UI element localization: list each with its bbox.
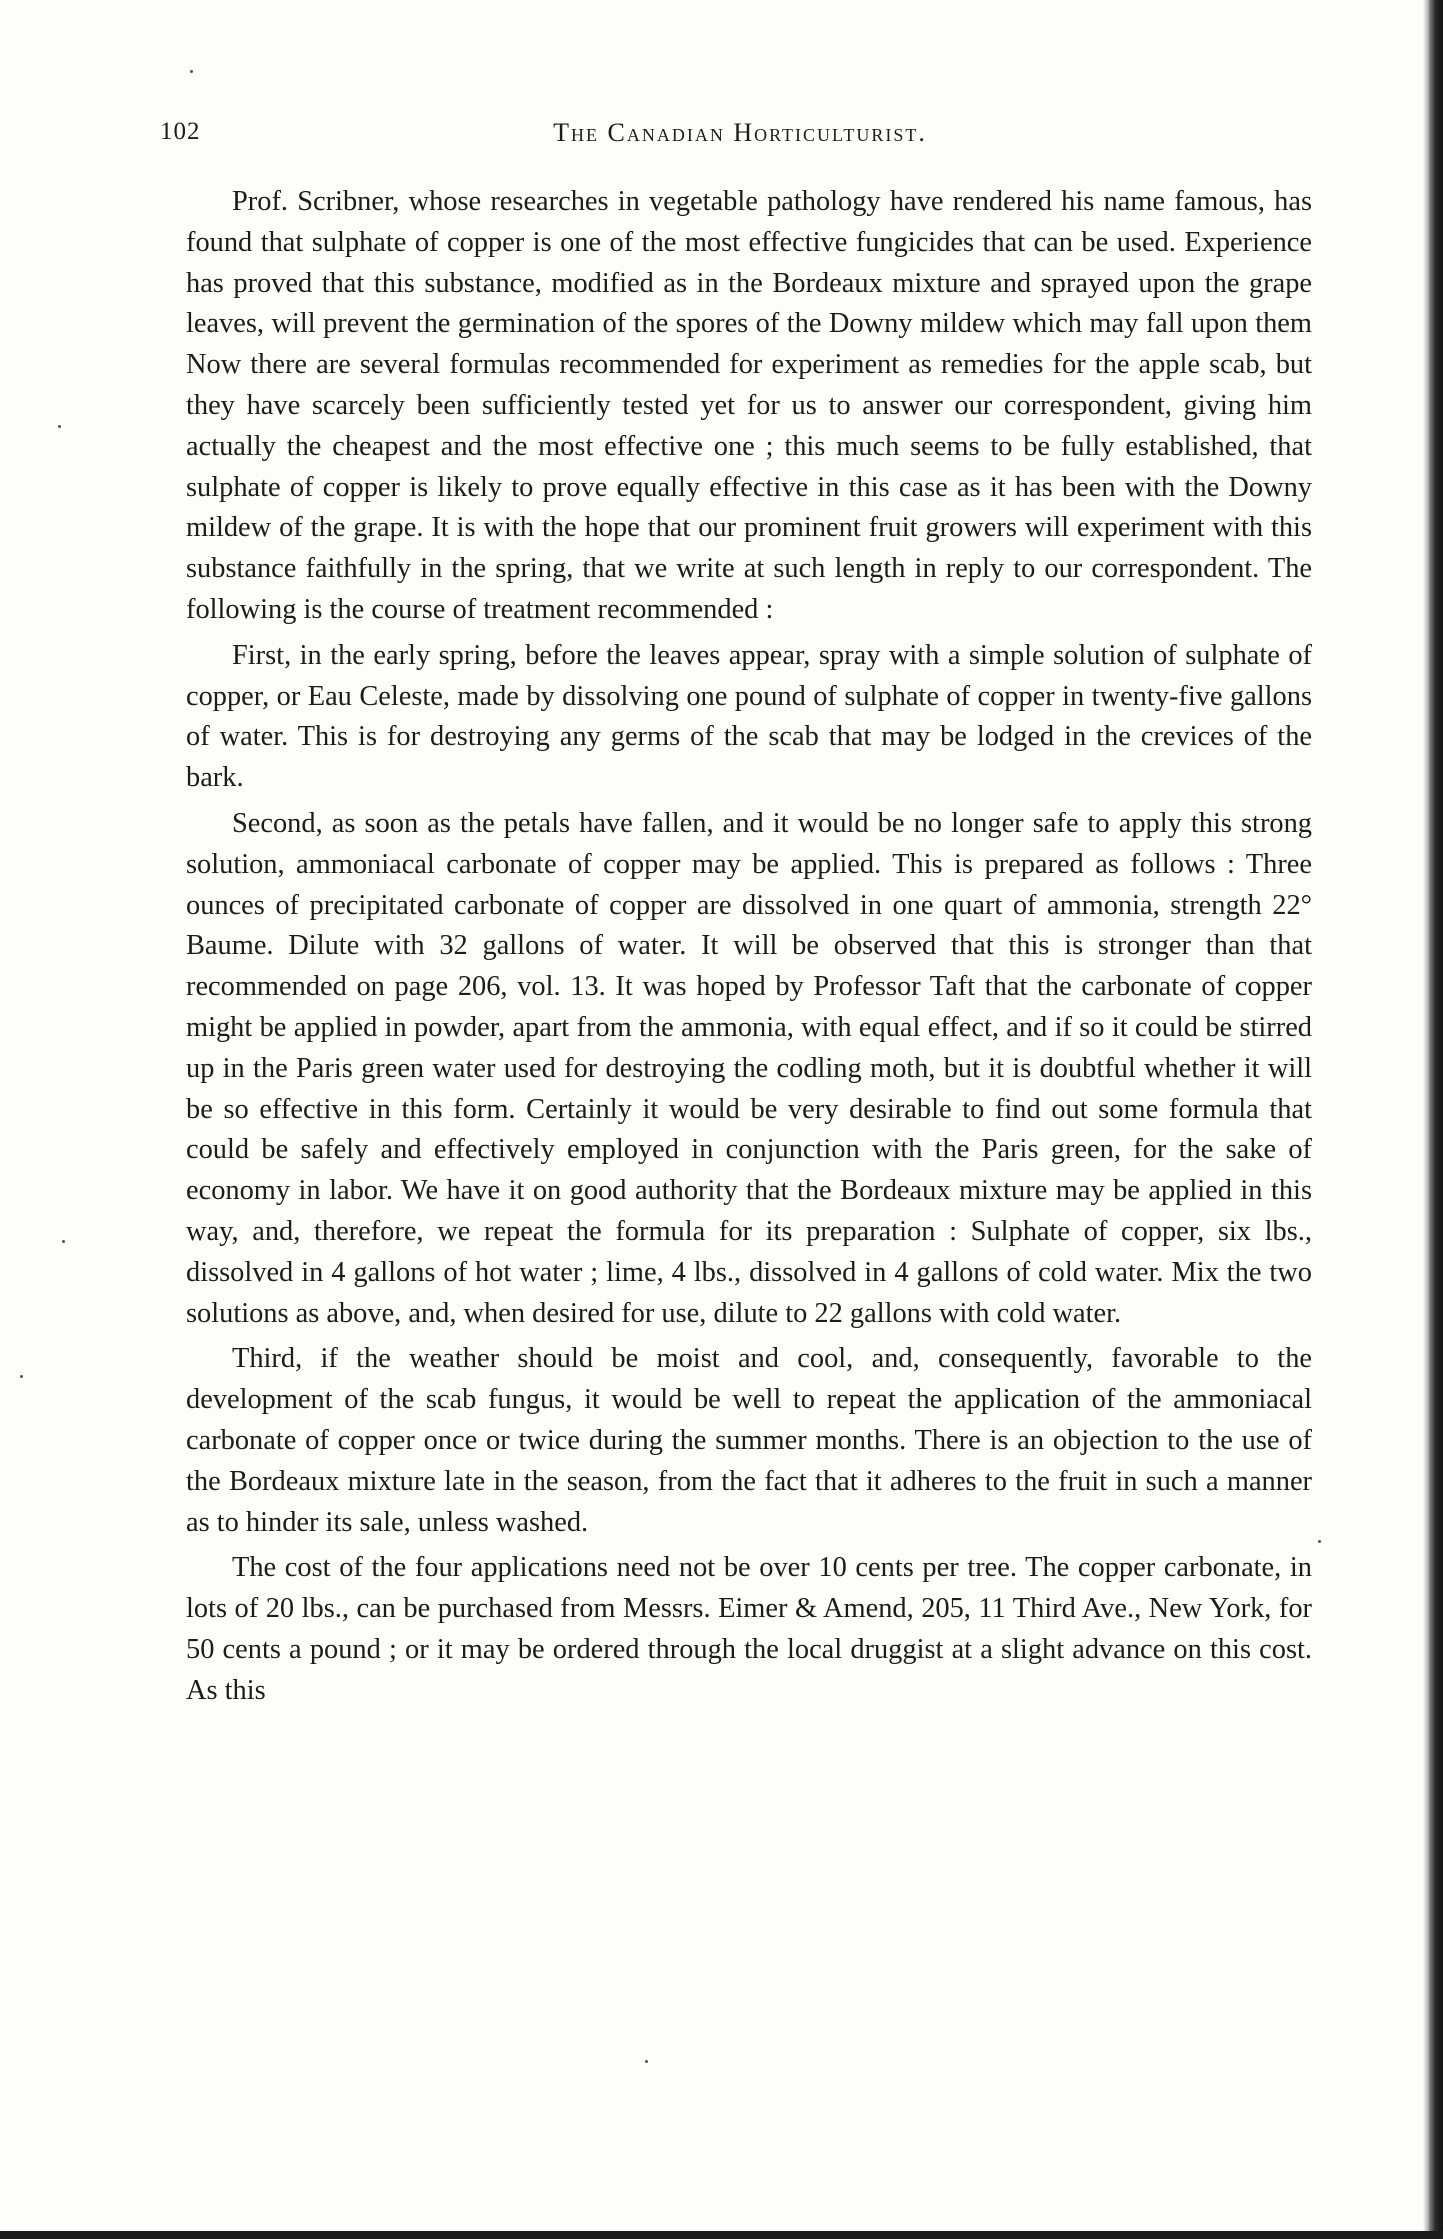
scan-speck [190,70,193,73]
paragraph-cost: The cost of the four applications need not be over 10 cents per tree. The copper carbonate, in lots of 20 lbs., can be purchased from Messrs. Eimer & Amend, 205, 11 Third Ave., New York, for 50 cents a pound ; or it may be ordered through the local druggist at a slight advance on this cost. As this [186,1552,1312,1706]
paragraph-second-treatment: Second, as soon as the petals have fallen, and it would be no longer safe to apply this strong solution, ammoniacal carbonate of copper may be applied. This is prepared as follows : Three ounces of precipitated carbonate of copper are dissolved in one quart of ammonia, strength 22° Baume. Dilute with 32 gallons of water. It will be observed that this is stronger than that recommended on page 206, vol. 13. It was hoped by Professor Taft that the carbonate of copper might be applied in powder, apart from the ammonia, with equal effect, and if so it could be stirred up in the Paris green water used for destroying the codling moth, but it is doubtful whether it will be so effective in this form. Certainly it would be very desirable to find out some formula that could be safely and effectively employed in conjunction with the Paris green, for the sake of economy in labor. We have it on good authority that the Bordeaux mixture may be applied in this way, and, therefore, we repeat the formula for its preparation : Sulphate of copper, six lbs., dissolved in 4 gallons of hot water ; lime, 4 lbs., dissolved in 4 gallons of cold water. Mix the two solutions as above, and, when desired for use, dilute to 22 gallons with cold water. [186,807,1312,1329]
page-number: 102 [160,118,201,145]
scan-speck [58,425,61,428]
article-body [186,182,1312,1711]
scan-speck [62,1240,65,1243]
scan-speck [645,2060,648,2063]
running-head [160,118,1320,158]
page-bottom-edge [0,2231,1443,2239]
scan-speck [20,1375,23,1378]
paragraph-third-treatment: Third, if the weather should be moist and cool, and, consequently, favorable to the development of the scab fungus, it would be well to repeat the application of the ammoniacal carbonate of copper once or twice during the summer months. There is an objection to the use of the Bordeaux mixture late in the season, from the fact that it adheres to the fruit in such a manner as to hinder its sale, unless washed. [186,1343,1312,1538]
scan-speck [1318,1540,1321,1543]
paragraph-first-treatment: First, in the early spring, before the leaves appear, spray with a simple solution of sulphate of copper, or Eau Celeste, made by dissolving one pound of sulphate of copper in twenty-five gallons of water. This is for destroying any germs of the scab that may be lodged in the crevices of the bark. [186,639,1312,794]
paragraph-scribner: Prof. Scribner, whose researches in vegetable pathology have rendered his name famous, has found that sulphate of copper is one of the most effective fungicides that can be used. Experience has proved that this substance, modified as in the Bordeaux mixture and sprayed upon the grape leaves, will prevent the germination of the spores of the Downy mildew which may fall upon them Now there are several formulas recommended for experiment as remedies for the apple scab, but they have scarcely been sufficiently tested yet for us to answer our correspondent, giving him actually the cheapest and the most effective one ; this much seems to be fully established, that sulphate of copper is likely to prove equally effective in this case as it has been with the Downy mildew of the grape. It is with the hope that our prominent fruit growers will experiment with this substance faithfully in the spring, that we write at such length in reply to our correspondent. The following is the course of treatment recommended : [186,186,1312,625]
journal-title: The Canadian Horticulturist. [553,118,927,147]
page-binding-edge [1429,0,1443,2239]
